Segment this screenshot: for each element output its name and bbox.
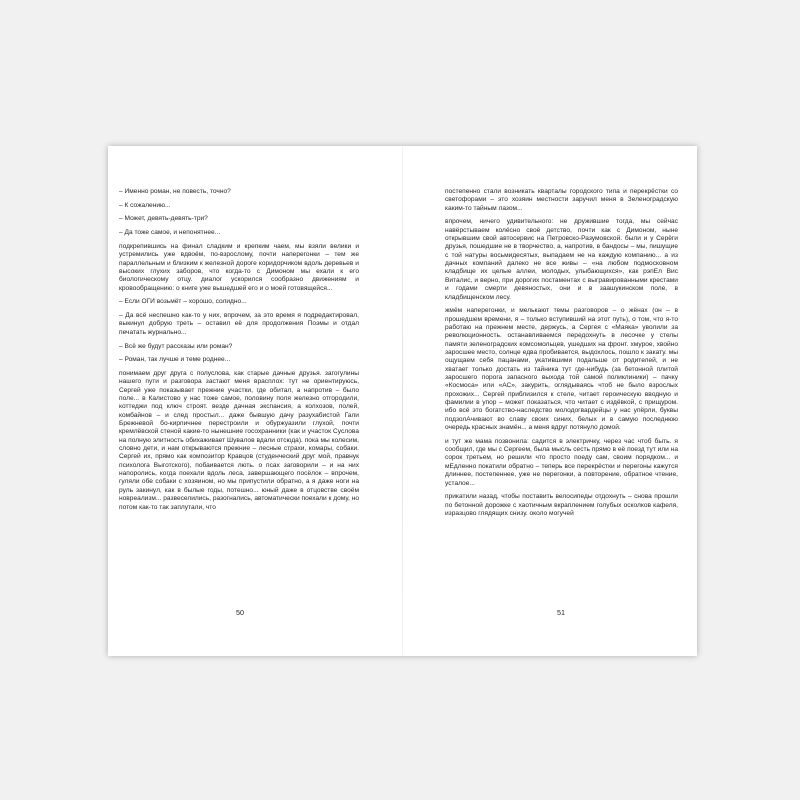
page-number-left: 50 (236, 608, 244, 617)
left-page-text (119, 188, 359, 517)
left-page (108, 146, 402, 656)
left-paragraph-6: – Если ОГИ возьмёт – хорошо, солидно... (119, 298, 247, 306)
right-paragraph-1: постепенно стали возникать кварталы городского типа и перекрёстки со светофорами – это хозяин местности заручил меня в Зеленоградскую каким-то тайным лазом... (445, 188, 678, 212)
left-paragraph-3: – Может, девять-девять-три? (119, 215, 208, 223)
right-paragraph-4: и тут же мама позвонила: садится в электричку, через час чтоб быть. я сообщил, где мы с Сергеем, была мысль сесть прямо в её поезд тут или на сорок третьем, но решили что просто поеду сам, своим порядком... и мЕдленно покатили обратно – теперь все перекрёстки и перегоны кажутся длиннее, постепеннее, уже не перегонки, а повторение, обратное чтение, усталое... (445, 437, 678, 487)
left-paragraph-9: – Роман, так лучше и теме роднее... (119, 356, 231, 364)
left-paragraph-8: – Всё же будут рассказы или роман? (119, 342, 233, 350)
left-paragraph-7: – Да всё неспешно как-то у них, впрочем, за это время я подредактировал, выкинул добрую треть – оставил её для продолжения Поэмы и отдал печатать журнально... (119, 312, 359, 336)
left-paragraph-2: – К сожалению... (119, 201, 171, 209)
book-spread (108, 146, 697, 656)
right-page-text (445, 188, 678, 524)
left-paragraph-4: – Да тоже самое, и непонятнее... (119, 229, 221, 237)
right-page (403, 146, 697, 656)
right-paragraph-3: жмём наперегонки, и мелькают темы разговоров – о жёнах (он – в прошедшем времени, я – только вступивший на этот путь), о том, что я-то работаю на прежнем месте, держусь, а Сергея с «Маяка» уволили за революционность. останавливаемся передохнуть в лесочке у стелы памяти зеленоградских комсомольцев, ушедших на фронт. хмурое, хвойно заросшее место, солнце едва пробивается, выдохлось, пошло к закату. мы ощущаем себя пацанами, укатившими подальше от родителей, и не хватает только достать из тайника тут где-нибудь (за бетонной плитой заросшего порога запасного выхода той самой поликлиники) – пачку «Космоса» или «АС», закурить, оглядываясь чтоб не было взрослых прохожих... Сергей приблизился к стеле, читает героическую вводную и фамилии в упор – может показаться, что читает с издёвкой, с прищуром. ибо всё это богатство-наследство молодогвардейцы у нас упёрли, буквы подзолАчивают во славу своих синих, белых и в самую последнюю очередь красных знамён... а меня вдруг потянуло домой. (445, 307, 678, 432)
left-paragraph-5: подкрепившись на финал сладким и крепким чаем, мы взяли велики и устремились уже вдвоём, по-взрослому, почти наперегонки – тем же параллельным и близким к железной дороге коридорчиком вдоль деревьев и высоких глухих заборов, что когда-то с Димоном мы ехали к его биологическому отцу. диалог ускорился сообразно движениям и кровообращению: о книге уже вышедшей его и о моей готовящейся... (119, 242, 359, 292)
page-number-right: 51 (557, 608, 565, 617)
left-paragraph-1: – Именно роман, не повесть, точно? (119, 188, 231, 195)
right-paragraph-5: прикатили назад, чтобы поставить велосипеды отдохнуть – снова прошли по бетонной дорожке с хаотичным вкраплением голубых осколков кафеля, изразцово глядящих снизу. около могучей (445, 493, 678, 517)
right-paragraph-2: впрочем, ничего удивительного: не дружившие тогда, мы сейчас навёрстываем колёсно своё детство, почти как с Димоном, ныне открывшим свой автосервис на Петровско-Разумовской. были и у Серёги друзья, пошедшие не в творчество, а, напротив, в бандосы – мы, пишущие с той натуры восьмидесятых, выпадаем не на каждую компанию... а из дачных компаний далеко не все живы – «на любом подмосковном кладбище их целые аллеи, молодых, улыбающихся», как рэпЕл Вис Виталис, и верно, при дорогих постаментах с выгравированными крестами и годами смерти девяностых, они и в заашукинском поле, в кладбищенском лесу. (445, 218, 678, 301)
left-paragraph-10: понимаем друг друга с полуслова, как старые дачные друзья. загогулины нашего пути и разговора застают меня врасплох: тут не ориентируюсь, Сергей уже показывает прежние участки, где обитал, а напротив – было поле... в Калистово у нас тоже самое, половину поля железно отгородили, коттеджи под ключ строят. везде дачная экспансия, а колхозов, полей, комбайнов – и след простыл... даже бывшую дачу разухабистой Гали Брежневой бо-кирпичнее перестроили и обуржуазили глухой, почти кремлёвской стеной какие-то нынешние госохранники (как и участок Суслова на полную элитность обихаживает Шувалов вдали отсюда). пока мы колесим, словно дети, и нам открываются прежние – лесные страхи, комары, собаки. Сергей их, прямо как композитор Кравцов (студенческий друг мой, правнук психолога Выготского), побаивается лють. о псах заговорили – и на них напоролись, когда поехали вдоль леса, завершающего посёлок – впрочем, гуляли обе собаки с хозяином, но мы припустили обратно, а я даже ноги на руль закинул, как в былые годы, потешно... юный даже в отцовстве своём новреализм... развеселились, разогнались, автоматически поехали к дому, но потом как-то так заплутали, что (119, 370, 359, 511)
